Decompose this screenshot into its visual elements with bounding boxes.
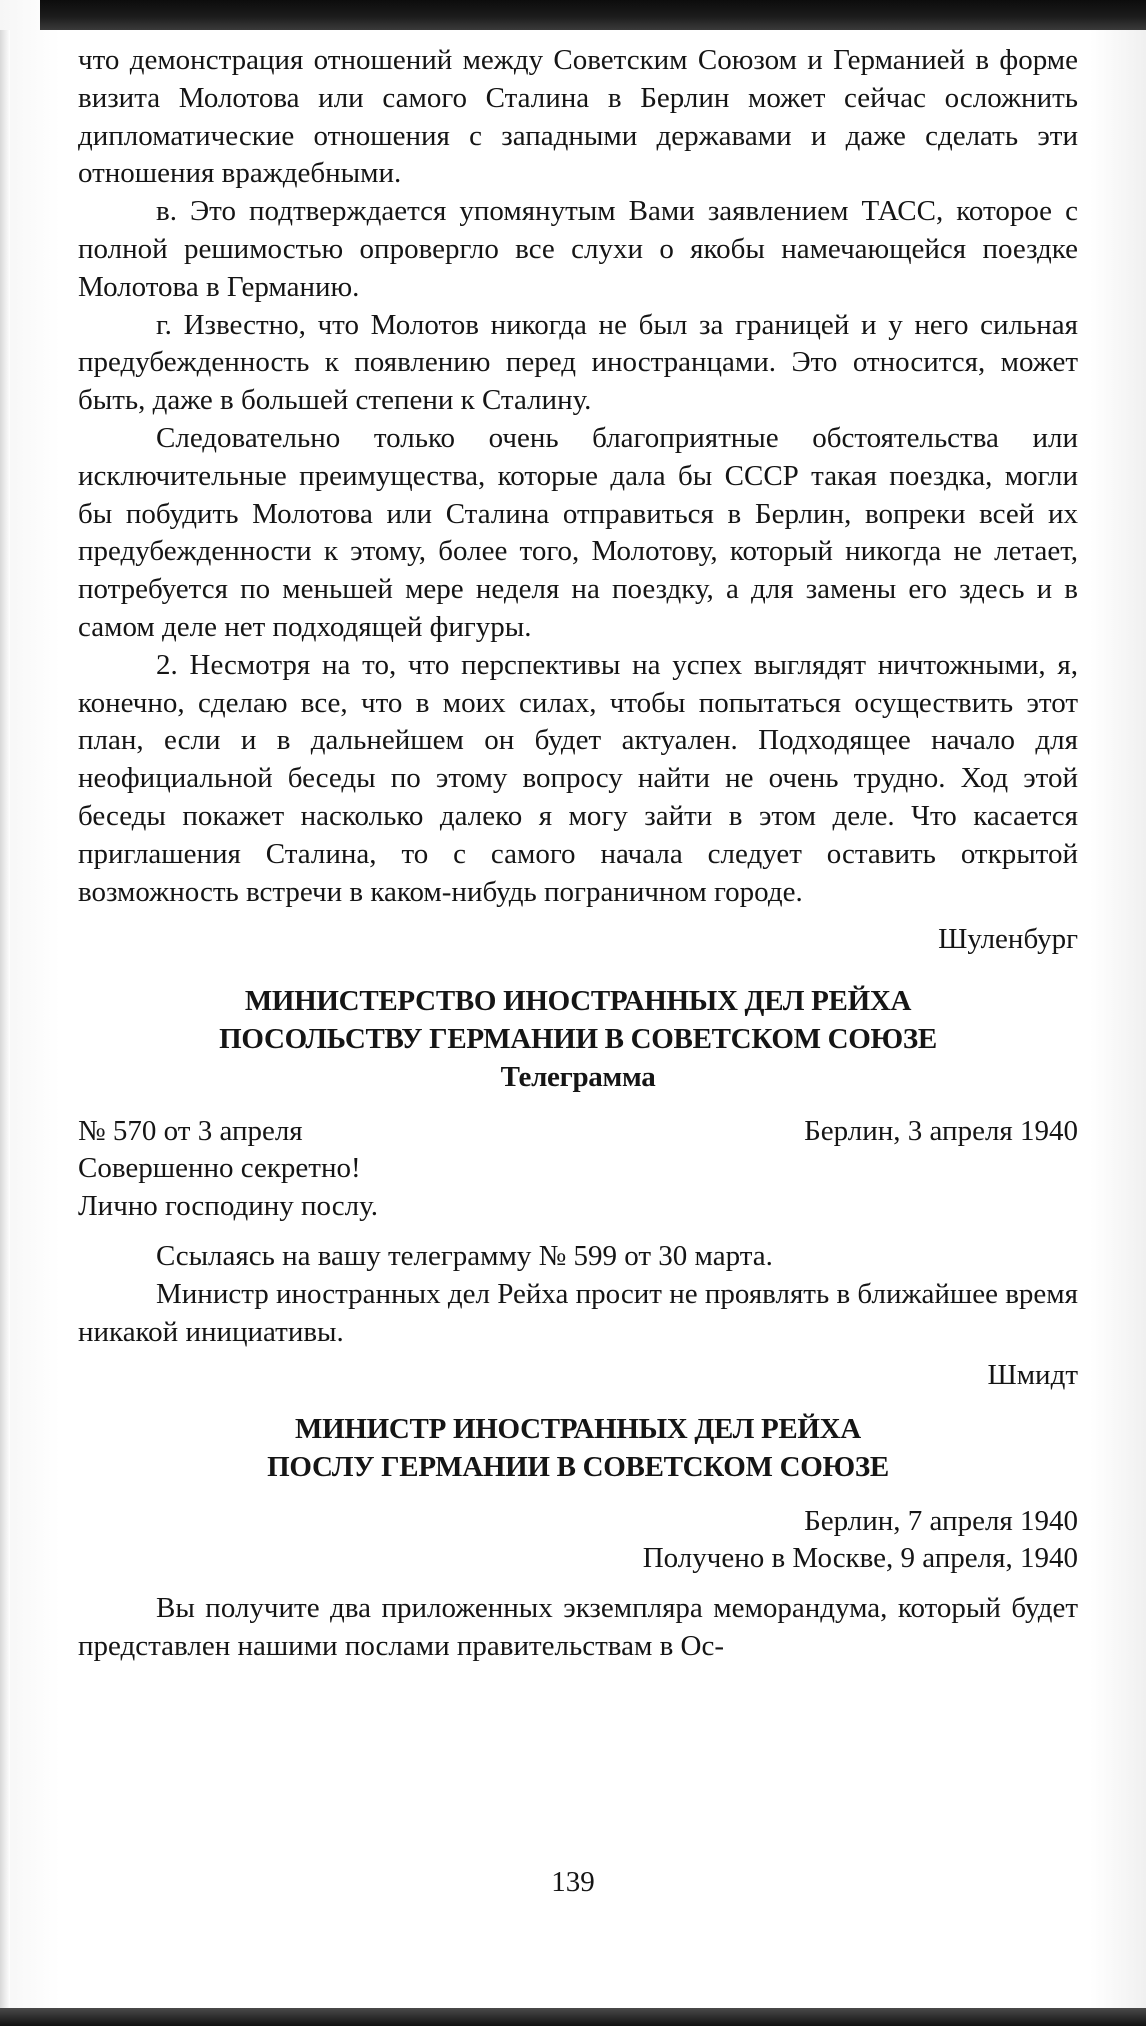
doc2-number-date: № 570 от 3 апреля <box>78 1114 303 1147</box>
document-body <box>78 42 1078 1666</box>
signature-schulenburg: Шуленбург <box>938 923 1078 956</box>
paragraph: что демонстрация отношений между Советским Союзом и Германией в форме визита Молотова или самого Сталина в Берлин может сейчас осложнить дипломатические отношения с западными державами и даже сделать эти отношения враждебными. <box>78 44 1078 190</box>
scan-top-border <box>40 0 1146 30</box>
doc2-heading-type: Телеграмма <box>500 1060 656 1093</box>
doc3-received-date: Получено в Москве, 9 апреля, 1940 <box>642 1542 1078 1575</box>
doc2-heading-sender: МИНИСТЕРСТВО ИНОСТРАННЫХ ДЕЛ РЕЙХА <box>244 985 912 1018</box>
paragraph: Следовательно только очень благоприятные обстоятельства или исключительные преимущества, которые дала бы СССР такая поездка, могли бы побудить Молотова или Сталина отправиться в Берлин, вопреки всей их предубежденности к этому, более того, Молотову, который никогда не летает, потребуется по меньшей мере неделя на поездку, а для замены его здесь и в самом деле нет подходящей фигуры. <box>78 421 1078 643</box>
scan-bottom-border <box>0 2008 1146 2026</box>
page-number: 139 <box>551 1866 595 1898</box>
doc2-addressee: Лично господину послу. <box>78 1190 378 1223</box>
doc3-heading-recipient: ПОСЛУ ГЕРМАНИИ В СОВЕТСКОМ СОЮЗЕ <box>267 1450 889 1483</box>
paragraph: г. Известно, что Молотов никогда не был за границей и у него сильная предубежденность к появлению перед иностранцами. Это относится, может быть, даже в большей степени к Сталину. <box>78 308 1078 417</box>
doc3-heading-sender: МИНИСТР ИНОСТРАННЫХ ДЕЛ РЕЙХА <box>295 1413 861 1446</box>
paragraph: 2. Несмотря на то, что перспективы на успех выглядят ничтожными, я, конечно, сделаю все, что в моих силах, чтобы попытаться осуществить этот план, если и в дальнейшем он будет актуален. Подходящее начало для неофициальной беседы по этому вопросу найти не очень трудно. Ход этой беседы покажет насколько далеко я могу зайти в этом деле. Что касается приглашения Сталина, то с самого начала следует оставить открытой возможность встречи в каком-нибудь пограничном городе. <box>78 648 1078 908</box>
signature-schmidt: Шмидт <box>987 1359 1078 1392</box>
doc2-meta-row <box>78 1113 1078 1151</box>
doc2-heading-recipient: ПОСОЛЬСТВУ ГЕРМАНИИ В СОВЕТСКОМ СОЮЗЕ <box>219 1022 937 1055</box>
doc3-place-date: Берлин, 7 апреля 1940 <box>804 1504 1078 1537</box>
paragraph: Министр иностранных дел Рейха просит не проявлять в ближайшее время никакой инициативы. <box>78 1277 1078 1348</box>
paragraph: Ссылаясь на вашу телеграмму № 599 от 30 марта. <box>156 1239 773 1272</box>
paragraph: в. Это подтверждается упомянутым Вами заявлением ТАСС, которое с полной решимостью опровергло все слухи о якобы намечающейся поездке Молотова в Германию. <box>78 195 1078 303</box>
paragraph: Вы получите два приложенных экземпляра меморандума, который будет представлен нашими послами правительствам в Ос- <box>78 1592 1078 1663</box>
page-left-edge-shadow <box>0 30 10 2020</box>
doc2-classification: Совершенно секретно! <box>78 1152 361 1185</box>
doc2-place-date: Берлин, 3 апреля 1940 <box>804 1114 1078 1147</box>
